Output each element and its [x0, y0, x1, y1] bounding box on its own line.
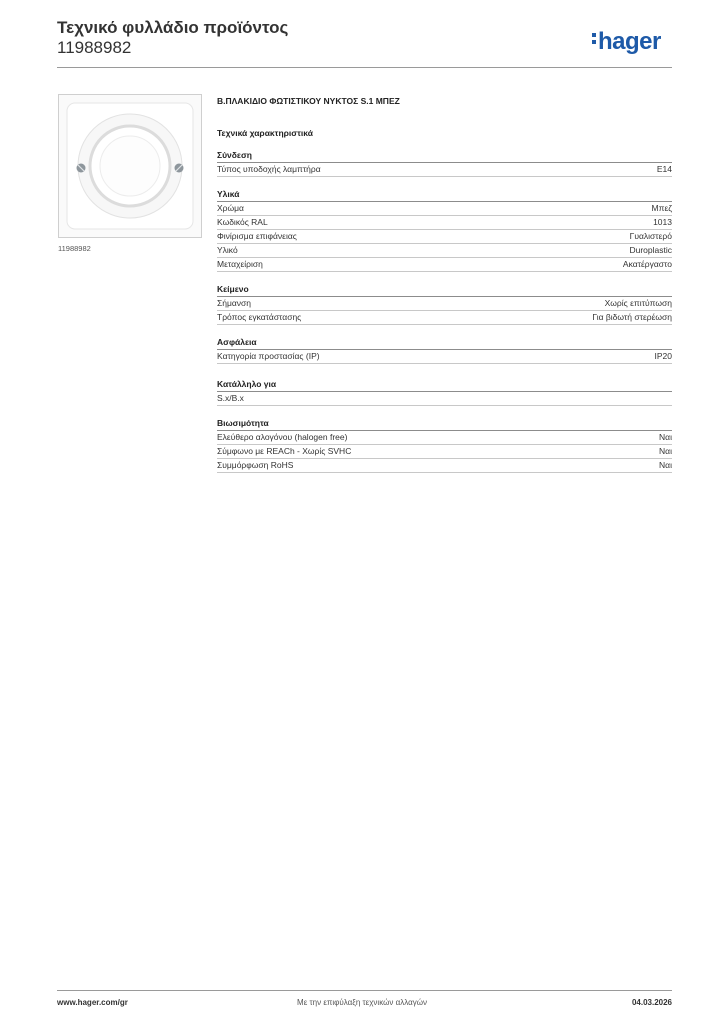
spec-label: Κατηγορία προστασίας (IP) [217, 351, 320, 361]
spec-label: S.x/B.x [217, 393, 244, 403]
group-safety [217, 337, 672, 364]
spec-label: Φινίρισμα επιφάνειας [217, 231, 297, 241]
spec-row [217, 244, 672, 258]
spec-label: Τύπος υποδοχής λαμπτήρα [217, 164, 321, 174]
hager-logo [592, 28, 661, 56]
spec-label: Σύμφωνο με REACh - Χωρίς SVHC [217, 446, 352, 456]
image-caption: 11988982 [58, 244, 91, 253]
header-divider [57, 67, 672, 68]
logo-text: hager [598, 28, 661, 55]
spec-label: Σήμανση [217, 298, 252, 308]
document-title: Τεχνικό φυλλάδιο προϊόντος [57, 18, 289, 37]
spec-row [217, 392, 672, 406]
spec-label: Μεταχείριση [217, 259, 263, 269]
group-title: Κείμενο [217, 284, 672, 297]
spec-value: E14 [656, 164, 672, 174]
spec-label: Χρώμα [217, 203, 244, 213]
spec-value: Για βιδωτή στερέωση [592, 312, 672, 322]
spec-value: Ναι [659, 446, 672, 456]
spec-row [217, 202, 672, 216]
spec-row [217, 431, 672, 445]
spec-label: Ελεύθερο αλογόνου (halogen free) [217, 432, 348, 442]
spec-row [217, 230, 672, 244]
spec-value: Ναι [659, 460, 672, 470]
spec-value: Γυαλιστερό [629, 231, 672, 241]
group-text [217, 284, 672, 325]
spec-content [217, 96, 672, 485]
spec-value: Ναι [659, 432, 672, 442]
logo-dots-icon [592, 30, 598, 47]
spec-row [217, 311, 672, 325]
spec-label: Κωδικός RAL [217, 217, 268, 227]
group-title: Ασφάλεια [217, 337, 672, 350]
group-title: Σύνδεση [217, 150, 672, 163]
footer-website-link[interactable]: www.hager.com/gr [57, 998, 128, 1007]
product-title: Β.ΠΛΑΚΙΔΙΟ ΦΩΤΙΣΤΙΚΟΥ ΝΥΚΤΟΣ S.1 ΜΠΕΖ [217, 96, 400, 106]
product-image [58, 94, 202, 238]
spec-row [217, 258, 672, 272]
cover-plate-illustration [59, 95, 201, 237]
spec-label: Υλικό [217, 245, 238, 255]
product-code: 11988982 [57, 38, 132, 57]
section-technical-heading: Τεχνικά χαρακτηριστικά [217, 128, 313, 138]
spec-row [217, 216, 672, 230]
spec-label: Τρόπος εγκατάστασης [217, 312, 302, 322]
spec-value: 1013 [653, 217, 672, 227]
spec-label: Συμμόρφωση RoHS [217, 460, 294, 470]
spec-value: Μπεζ [651, 203, 672, 213]
spec-row [217, 350, 672, 364]
group-title: Κατάλληλο για [217, 379, 672, 392]
footer-date: 04.03.2026 [631, 998, 672, 1007]
spec-row [217, 297, 672, 311]
group-title: Υλικά [217, 189, 672, 202]
group-suitable-for [217, 379, 672, 406]
group-sustainability [217, 418, 672, 473]
group-title: Βιωσιμότητα [217, 418, 672, 431]
group-materials [217, 189, 672, 272]
spec-value: Χωρίς επιτύπωση [604, 298, 672, 308]
spec-row [217, 445, 672, 459]
spec-row [217, 459, 672, 473]
spec-row [217, 163, 672, 177]
group-connection [217, 150, 672, 177]
spec-value: Duroplastic [629, 245, 672, 255]
spec-value: IP20 [654, 351, 672, 361]
spec-value: Ακατέργαστο [622, 259, 672, 269]
footer-divider [57, 990, 672, 991]
footer-disclaimer: Με την επιφύλαξη τεχνικών αλλαγών [297, 998, 427, 1007]
